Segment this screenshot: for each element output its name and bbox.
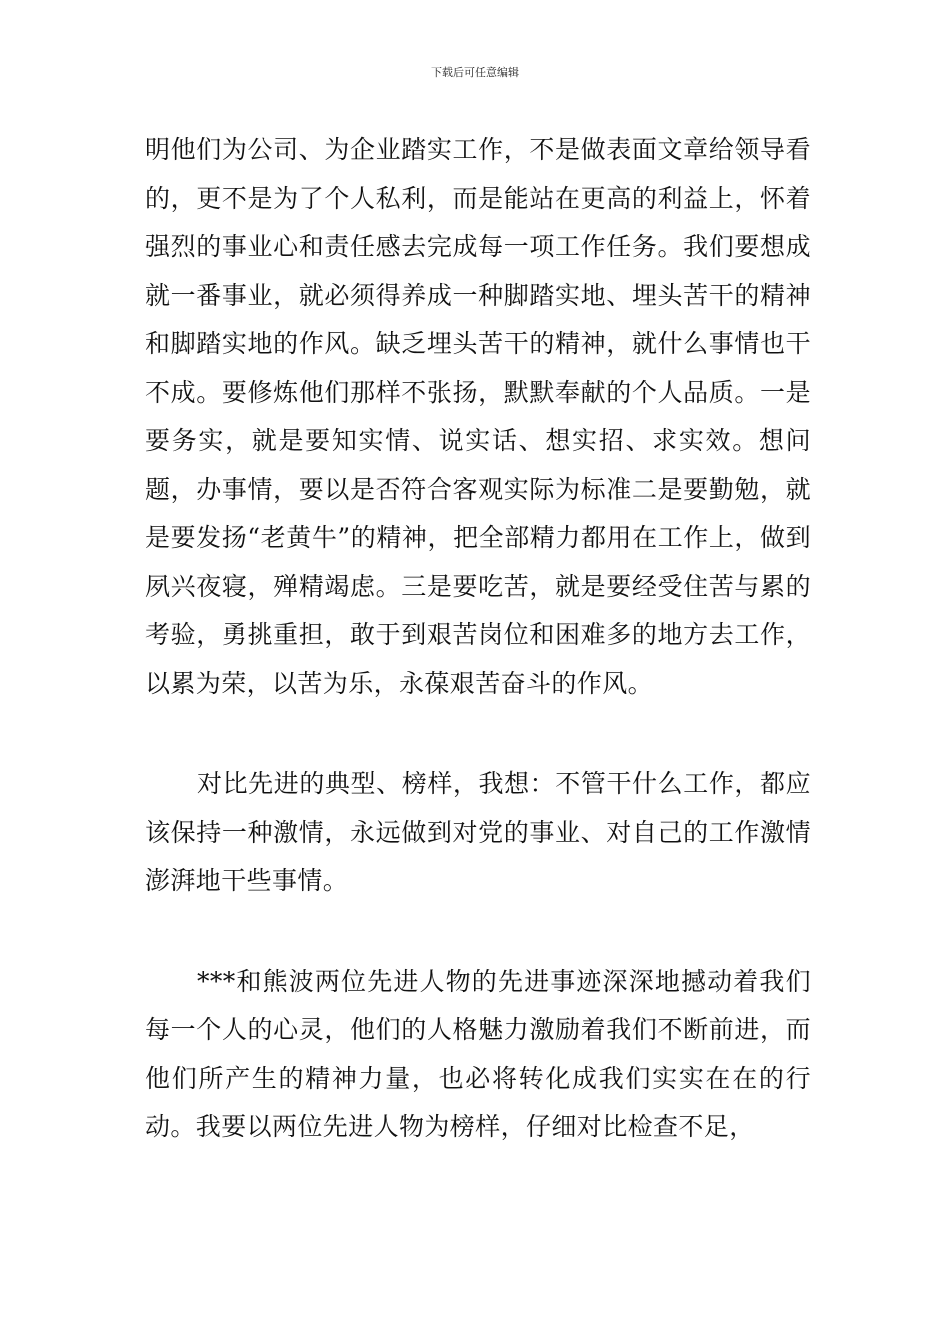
- document-body: [145, 126, 811, 1152]
- page-header-note: 下载后可任意编辑: [431, 66, 519, 79]
- paragraph-3: ***和熊波两位先进人物的先进事迹深深地撼动着我们每一个人的心灵，他们的人格魅力激励着我们不断前进，而他们所产生的精神力量，也必将转化成我们实实在在的行动。我要以两位先进人物为榜样，仔细对比检查不足，: [145, 966, 811, 1141]
- paragraph-1: 明他们为公司、为企业踏实工作，不是做表面文章给领导看的，更不是为了个人私利，而是能站在更高的利益上，怀着强烈的事业心和责任感去完成每一项工作任务。我们要想成就一番事业，就必须得养成一种脚踏实地、埋头苦干的精神和脚踏实地的作风。缺乏埋头苦干的精神，就什么事情也干不成。要修炼他们那样不张扬，默默奉献的个人品质。一是要务实，就是要知实情、说实话、想实招、求实效。想问题，办事情，要以是否符合客观实际为标准二是要勤勉，就是要发扬“老黄牛”的精神，把全部精力都用在工作上，做到夙兴夜寝，殚精竭虑。三是要吃苦，就是要经受住苦与累的考验，勇挑重担，敢于到艰苦岗位和困难多的地方去工作，以累为荣，以苦为乐，永葆艰苦奋斗的作风。: [145, 135, 811, 698]
- paragraph-2: 对比先进的典型、榜样，我想：不管干什么工作，都应该保持一种激情，永远做到对党的事业、对自己的工作激情澎湃地干些事情。: [145, 769, 811, 895]
